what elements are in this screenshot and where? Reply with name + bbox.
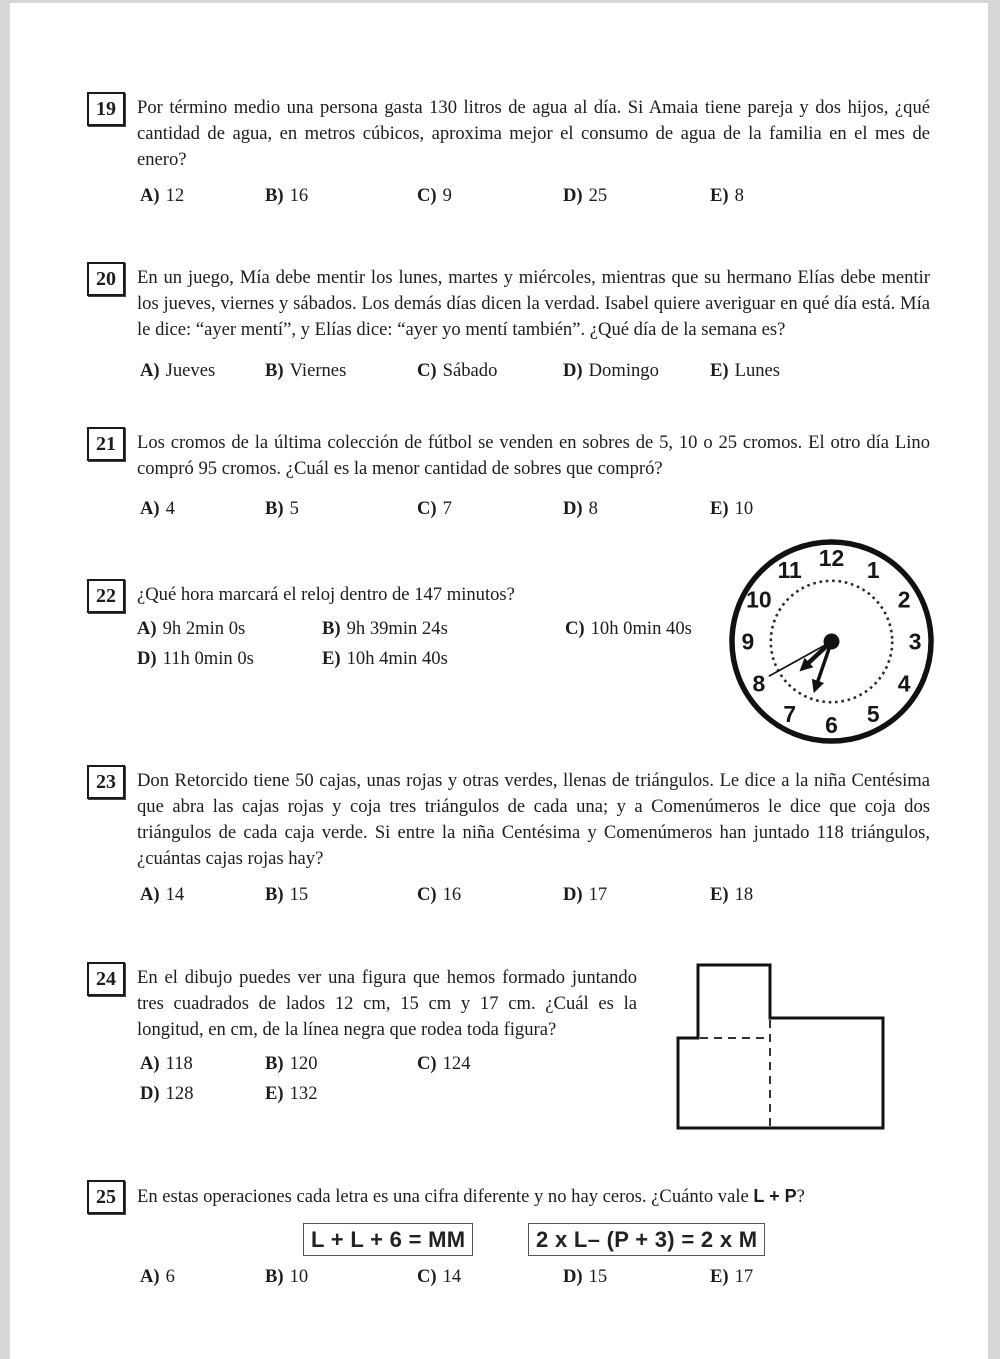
option-label: A) bbox=[140, 360, 160, 381]
option-label: D) bbox=[137, 648, 157, 669]
option-label: A) bbox=[137, 618, 157, 639]
option-value: Lunes bbox=[734, 360, 781, 381]
options-row bbox=[137, 1053, 637, 1079]
option-b bbox=[265, 185, 308, 207]
option-label: B) bbox=[265, 1053, 284, 1074]
option-b bbox=[322, 618, 448, 640]
option-label: E) bbox=[710, 1266, 729, 1287]
option-value: 7 bbox=[442, 498, 452, 519]
question-number: 19 bbox=[96, 97, 116, 120]
option-d bbox=[563, 498, 598, 520]
question-19 bbox=[96, 95, 930, 211]
option-value: Jueves bbox=[165, 360, 216, 381]
option-e bbox=[710, 1266, 753, 1288]
option-value: Domingo bbox=[588, 360, 659, 381]
option-d bbox=[563, 185, 607, 207]
clock-number: 11 bbox=[777, 556, 802, 583]
option-value: 128 bbox=[165, 1083, 194, 1104]
option-value: Viernes bbox=[289, 360, 347, 381]
option-label: D) bbox=[563, 884, 583, 905]
option-b bbox=[265, 884, 308, 906]
option-value: 18 bbox=[734, 884, 754, 905]
option-d bbox=[563, 1266, 607, 1288]
option-b bbox=[265, 360, 346, 382]
option-c bbox=[417, 360, 497, 382]
option-value: 17 bbox=[588, 884, 608, 905]
question-23 bbox=[96, 768, 930, 910]
option-a bbox=[137, 618, 245, 640]
question-number: 23 bbox=[96, 770, 116, 793]
question-number: 25 bbox=[96, 1185, 116, 1208]
options-row bbox=[137, 498, 930, 524]
options-row bbox=[137, 1266, 930, 1292]
option-e bbox=[710, 185, 744, 207]
option-label: A) bbox=[140, 185, 160, 206]
option-e bbox=[265, 1083, 317, 1105]
option-value: 12 bbox=[165, 185, 185, 206]
clock-center-dot bbox=[824, 634, 840, 650]
options-row bbox=[137, 185, 930, 211]
question-25 bbox=[96, 1183, 930, 1292]
option-label: A) bbox=[140, 498, 160, 519]
clock-number: 2 bbox=[897, 586, 911, 613]
option-value: 15 bbox=[289, 884, 309, 905]
option-e bbox=[710, 498, 753, 520]
option-a bbox=[140, 360, 215, 382]
option-label: E) bbox=[710, 498, 729, 519]
question-number-badge bbox=[87, 262, 125, 296]
question-24 bbox=[96, 965, 637, 1109]
option-value: 14 bbox=[165, 884, 185, 905]
question-number-badge bbox=[87, 427, 125, 461]
option-label: E) bbox=[710, 360, 729, 381]
option-value: 11h 0min 0s bbox=[162, 648, 254, 669]
option-label: C) bbox=[565, 618, 585, 639]
clock-number: 4 bbox=[897, 670, 911, 697]
clock-figure bbox=[727, 537, 936, 746]
options-row bbox=[137, 1083, 637, 1109]
option-c bbox=[565, 618, 692, 640]
question-21 bbox=[96, 430, 930, 524]
question-text-part: En estas operaciones cada letra es una cifra diferente y no hay ceros. ¿Cuánto vale bbox=[137, 1186, 754, 1207]
squares-figure bbox=[669, 956, 891, 1136]
equation-box-1: L + L + 6 = MM bbox=[303, 1223, 473, 1256]
option-label: D) bbox=[563, 185, 583, 206]
option-c bbox=[417, 884, 461, 906]
option-label: C) bbox=[417, 498, 437, 519]
question-text: ¿Qué hora marcará el reloj dentro de 147 minutos? bbox=[137, 584, 515, 605]
option-label: E) bbox=[322, 648, 341, 669]
option-c bbox=[417, 498, 452, 520]
clock-number: 9 bbox=[741, 628, 755, 655]
equations-row bbox=[137, 1210, 930, 1262]
option-d bbox=[140, 1083, 194, 1105]
option-value: 132 bbox=[289, 1083, 318, 1104]
clock-number: 8 bbox=[752, 670, 766, 697]
question-number-badge bbox=[87, 765, 125, 799]
option-label: D) bbox=[563, 498, 583, 519]
option-value: 6 bbox=[165, 1266, 175, 1287]
equation-box-2: 2 x L– (P + 3) = 2 x M bbox=[528, 1223, 765, 1256]
option-a bbox=[140, 1053, 193, 1075]
option-label: B) bbox=[265, 185, 284, 206]
question-bold-term: L + P bbox=[753, 1186, 797, 1206]
option-value: 120 bbox=[289, 1053, 318, 1074]
option-a bbox=[140, 498, 175, 520]
option-value: 10h 0min 40s bbox=[590, 618, 692, 639]
option-label: E) bbox=[265, 1083, 284, 1104]
clock-number: 3 bbox=[908, 628, 922, 655]
question-text: En un juego, Mía debe mentir los lunes, martes y miércoles, mientras que su hermano Elías debe mentir los jueves, viernes y sábados. Los demás días dicen la verdad. Isabel quiere averiguar en qué día está. Mía le dice: “ayer mentí”, y Elías dice: “ayer yo mentí también”. ¿Qué día de la semana es? bbox=[137, 267, 930, 340]
option-e bbox=[710, 884, 753, 906]
question-number-badge bbox=[87, 579, 125, 613]
question-20 bbox=[96, 265, 930, 386]
squares-outline bbox=[678, 965, 883, 1128]
option-d bbox=[563, 884, 607, 906]
option-label: E) bbox=[710, 185, 729, 206]
options-row bbox=[137, 618, 727, 644]
option-label: D) bbox=[563, 1266, 583, 1287]
option-label: C) bbox=[417, 185, 437, 206]
option-e bbox=[710, 360, 780, 382]
question-text: Por término medio una persona gasta 130 litros de agua al día. Si Amaia tiene pareja y dos hijos, ¿qué cantidad de agua, en metros cúbicos, aproxima mejor el consumo de agua de la familia en el mes de enero? bbox=[137, 97, 930, 170]
option-label: B) bbox=[265, 360, 284, 381]
question-number: 21 bbox=[96, 432, 116, 455]
option-c bbox=[417, 1053, 471, 1075]
options-row bbox=[137, 360, 930, 386]
option-label: E) bbox=[710, 884, 729, 905]
option-label: A) bbox=[140, 884, 160, 905]
option-value: 10 bbox=[734, 498, 754, 519]
option-b bbox=[265, 1266, 308, 1288]
option-d bbox=[563, 360, 659, 382]
question-text: Don Retorcido tiene 50 cajas, unas rojas y otras verdes, llenas de triángulos. Le dice a la niña Centésima que abra las cajas rojas y coja tres triángulos de cada una; y a Comenúmeros le dice que coja dos triángulos de cada caja verde. Si entre la niña Centésima y Comenúmeros han juntado 118 triángulos, ¿cuántas cajas rojas hay? bbox=[137, 770, 930, 869]
option-value: 8 bbox=[588, 498, 598, 519]
option-value: 25 bbox=[588, 185, 608, 206]
option-value: 118 bbox=[165, 1053, 193, 1074]
option-e bbox=[322, 648, 448, 670]
option-value: 15 bbox=[588, 1266, 608, 1287]
question-text-part: ? bbox=[796, 1186, 805, 1207]
squares-drawing bbox=[669, 956, 891, 1136]
option-value: 16 bbox=[442, 884, 462, 905]
option-label: D) bbox=[140, 1083, 160, 1104]
option-value: 5 bbox=[289, 498, 299, 519]
option-value: 4 bbox=[165, 498, 175, 519]
options-row bbox=[137, 648, 727, 674]
option-label: B) bbox=[265, 884, 284, 905]
option-value: Sábado bbox=[442, 360, 498, 381]
option-value: 10h 4min 40s bbox=[346, 648, 448, 669]
clock-number: 7 bbox=[783, 701, 797, 728]
option-label: C) bbox=[417, 360, 437, 381]
option-value: 9h 39min 24s bbox=[346, 618, 448, 639]
option-label: C) bbox=[417, 884, 437, 905]
option-a bbox=[140, 1266, 175, 1288]
question-number: 20 bbox=[96, 267, 116, 290]
option-value: 14 bbox=[442, 1266, 462, 1287]
question-22 bbox=[96, 582, 727, 674]
clock-number: 1 bbox=[866, 556, 880, 583]
option-label: B) bbox=[322, 618, 341, 639]
option-label: D) bbox=[563, 360, 583, 381]
question-text: En el dibujo puedes ver una figura que hemos formado juntando tres cuadrados de lados 12 cm, 15 cm y 17 cm. ¿Cuál es la longitud, en cm, de la línea negra que rodea toda figura? bbox=[137, 967, 637, 1040]
clock-number: 10 bbox=[746, 586, 772, 613]
option-c bbox=[417, 1266, 461, 1288]
option-label: C) bbox=[417, 1266, 437, 1287]
question-number: 22 bbox=[96, 584, 116, 607]
option-label: B) bbox=[265, 1266, 284, 1287]
clock-number: 12 bbox=[818, 544, 845, 571]
clock-face bbox=[727, 537, 936, 746]
option-value: 9h 2min 0s bbox=[162, 618, 246, 639]
option-value: 8 bbox=[734, 185, 744, 206]
option-value: 17 bbox=[734, 1266, 754, 1287]
option-c bbox=[417, 185, 452, 207]
question-number-badge bbox=[87, 962, 125, 996]
option-d bbox=[137, 648, 254, 670]
clock-number: 6 bbox=[825, 712, 838, 739]
clock-number: 5 bbox=[866, 701, 880, 728]
option-value: 16 bbox=[289, 185, 309, 206]
option-a bbox=[140, 185, 184, 207]
option-b bbox=[265, 498, 299, 520]
option-value: 9 bbox=[442, 185, 452, 206]
question-number: 24 bbox=[96, 967, 116, 990]
option-value: 10 bbox=[289, 1266, 309, 1287]
options-row bbox=[137, 884, 930, 910]
option-label: A) bbox=[140, 1053, 160, 1074]
question-number-badge bbox=[87, 1180, 125, 1214]
question-number-badge bbox=[87, 92, 125, 126]
option-label: B) bbox=[265, 498, 284, 519]
question-text: Los cromos de la última colección de fútbol se venden en sobres de 5, 10 o 25 cromos. El otro día Lino compró 95 cromos. ¿Cuál es la menor cantidad de sobres que compró? bbox=[137, 432, 930, 479]
option-label: C) bbox=[417, 1053, 437, 1074]
option-a bbox=[140, 884, 184, 906]
option-label: A) bbox=[140, 1266, 160, 1287]
option-value: 124 bbox=[442, 1053, 471, 1074]
option-b bbox=[265, 1053, 317, 1075]
question-text bbox=[137, 1183, 930, 1210]
